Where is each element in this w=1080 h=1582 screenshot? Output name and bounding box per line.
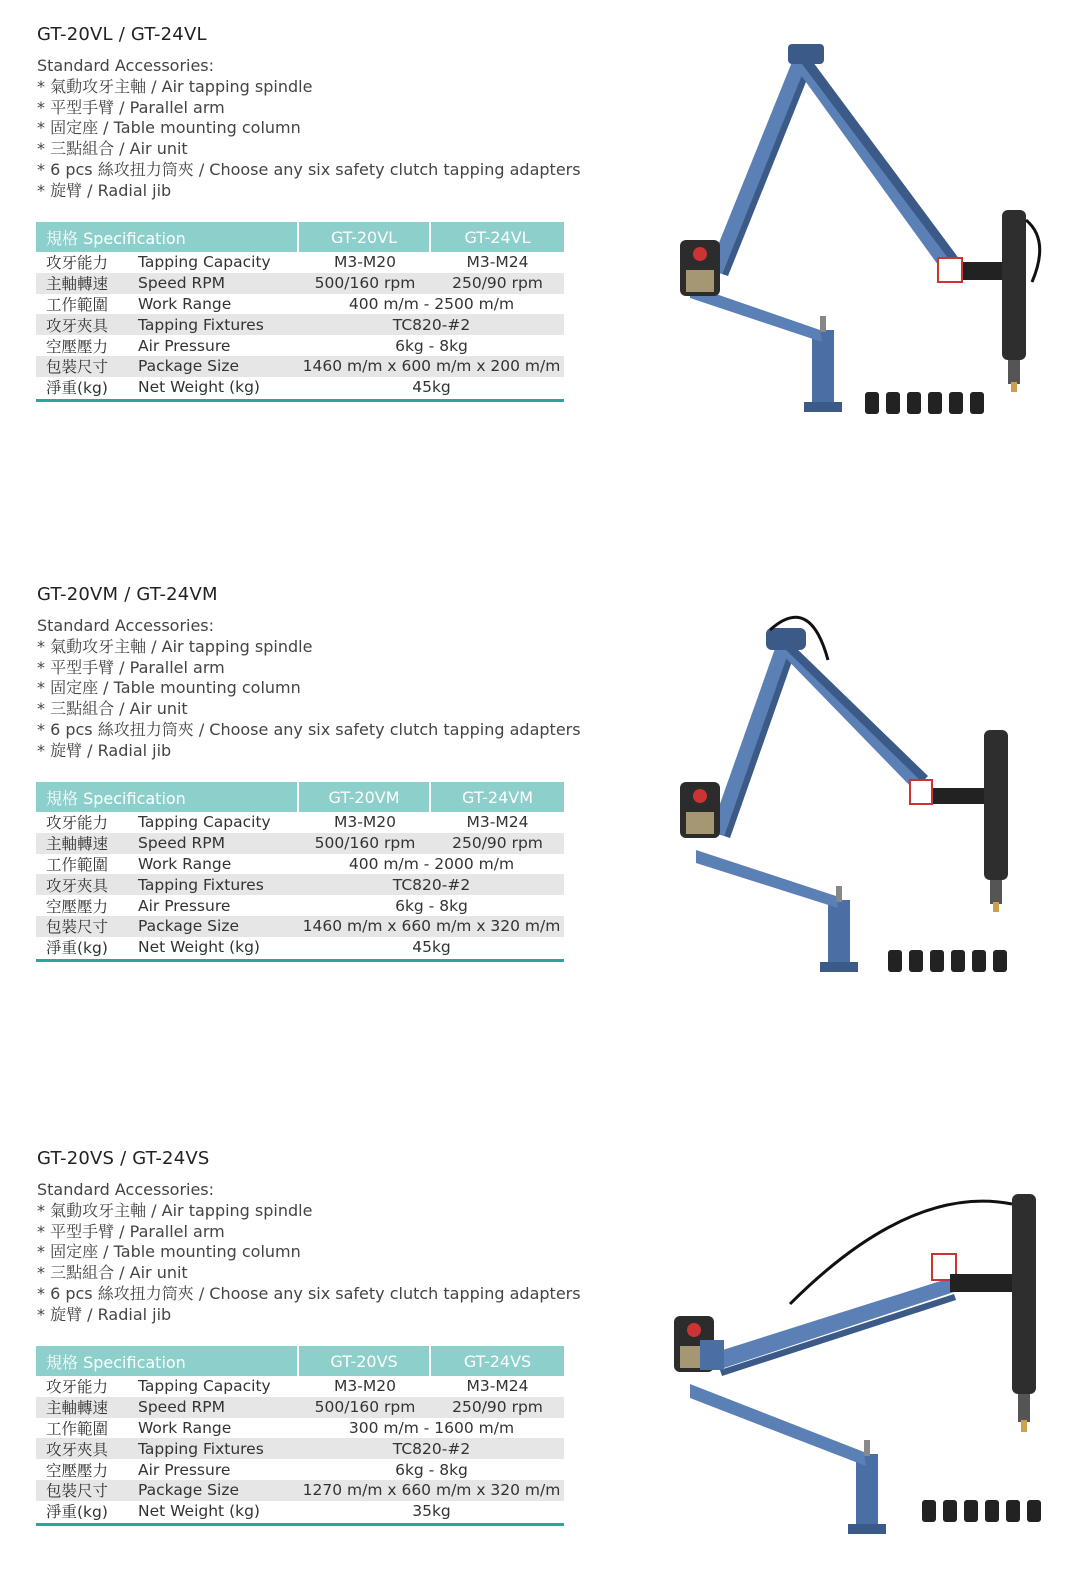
spec-label-zh: 攻牙能力 <box>46 1378 109 1397</box>
product-section-vm <box>0 560 1080 1040</box>
accessories-heading: Standard Accessories: <box>37 56 215 75</box>
air-gauge-shape <box>693 789 707 803</box>
spec-label-zh: 工作範圍 <box>46 296 109 314</box>
spec-row-net-weight <box>36 1501 564 1522</box>
adapters-set <box>922 1500 1041 1522</box>
spec-label-zh: 工作範圍 <box>46 1420 109 1438</box>
spec-row-net-weight <box>36 937 564 958</box>
spindle-holder-shape <box>950 1274 1020 1292</box>
accessories-list <box>37 1180 581 1326</box>
spindle-tip-shape <box>1018 1394 1030 1422</box>
spindle-tip-shape <box>990 880 1002 904</box>
accessories-list <box>37 616 581 762</box>
spindle-shape <box>1012 1194 1036 1394</box>
accessory-item: * 三點組合 / Air unit <box>37 139 188 159</box>
spec-label-en: Speed RPM <box>138 834 226 853</box>
spec-label-zh: 包裝尺寸 <box>46 1482 109 1501</box>
spindle-shape <box>1002 210 1026 360</box>
accessory-item: * 平型手臂 / Parallel arm <box>37 1221 225 1241</box>
accessory-item: * 6 pcs 絲攻扭力筒夾 / Choose any six safety clutch tapping adapters <box>37 719 581 739</box>
spec-label-en: Net Weight (kg) <box>138 378 260 397</box>
spec-value: 400 m/m - 2000 m/m <box>348 854 515 873</box>
spec-label-en: Work Range <box>138 854 232 873</box>
spec-label-en: Package Size <box>138 1481 239 1500</box>
spec-row-package-size <box>36 1480 564 1501</box>
spec-label-zh: 包裝尺寸 <box>46 358 109 377</box>
spec-table-header <box>36 222 564 252</box>
model-title: GT-20VM / GT-24VM <box>37 584 218 605</box>
spec-row-speed <box>36 833 564 854</box>
spec-row-tapping-capacity <box>36 252 564 273</box>
spec-value: 300 m/m - 1600 m/m <box>348 1418 515 1437</box>
column-shape <box>812 330 834 410</box>
tap-shape <box>993 902 999 912</box>
spec-value: TC820-#2 <box>392 315 471 334</box>
spec-header-label: 規格 Specification <box>36 222 299 252</box>
spec-table-bottom-rule <box>36 399 564 402</box>
spec-label-zh: 包裝尺寸 <box>46 918 109 937</box>
spec-value-2: M3-M24 <box>466 1377 529 1396</box>
spec-value: 1460 m/m x 660 m/m x 320 m/m <box>302 917 561 936</box>
accessory-item: * 旋臂 / Radial jib <box>37 740 172 760</box>
spindle-tip-shape <box>1008 360 1020 384</box>
accessory-item: * 旋臂 / Radial jib <box>37 1304 172 1324</box>
column-base-shape <box>804 402 842 412</box>
spec-row-air-pressure <box>36 895 564 916</box>
spec-label-en: Tapping Capacity <box>138 253 271 272</box>
arm-hinge-shape <box>700 1340 724 1370</box>
spec-table-header <box>36 782 564 812</box>
lower-arm-shape <box>690 1384 866 1466</box>
spec-col-model-2: GT-24VM <box>461 787 533 807</box>
adapters-set <box>888 950 1007 972</box>
spec-row-speed <box>36 273 564 294</box>
lever-shape <box>820 316 826 332</box>
spec-row-speed <box>36 1397 564 1418</box>
spec-header-label: 規格 Specification <box>36 1346 299 1376</box>
spec-label-zh: 空壓壓力 <box>46 1461 109 1480</box>
adapters-set <box>865 392 984 414</box>
product-section-vl <box>0 0 1080 480</box>
spec-row-package-size <box>36 916 564 937</box>
spec-label-en: Air Pressure <box>138 896 231 915</box>
spec-row-air-pressure <box>36 335 564 356</box>
spec-value: TC820-#2 <box>392 1439 471 1458</box>
top-hinge-shape <box>766 628 806 650</box>
spec-col-model-1: GT-20VS <box>299 1346 431 1376</box>
spec-value: 35kg <box>412 1502 451 1521</box>
accessory-item: * 氣動攻牙主軸 / Air tapping spindle <box>37 636 313 656</box>
spec-label-en: Speed RPM <box>138 1398 226 1417</box>
spec-label-zh: 淨重(kg) <box>46 1503 108 1522</box>
spec-value: 6kg - 8kg <box>395 336 468 355</box>
spec-table-header <box>36 1346 564 1376</box>
spec-value: 45kg <box>412 938 451 957</box>
column-shape <box>856 1454 878 1532</box>
spec-label-zh: 空壓壓力 <box>46 897 109 916</box>
spec-row-fixtures <box>36 314 564 335</box>
accessory-item: * 氣動攻牙主軸 / Air tapping spindle <box>37 1200 313 1220</box>
left-arm-shadow-shape <box>724 648 796 838</box>
accessory-item: * 旋臂 / Radial jib <box>37 180 172 200</box>
accessory-item: * 固定座 / Table mounting column <box>37 1242 301 1262</box>
spec-row-fixtures <box>36 1438 564 1459</box>
spec-table-bottom-rule <box>36 1523 564 1526</box>
spec-label-en: Tapping Fixtures <box>138 1439 264 1458</box>
spec-row-work-range <box>36 1418 564 1439</box>
spec-row-net-weight <box>36 377 564 398</box>
spec-value-1: 500/160 rpm <box>314 274 416 293</box>
spec-col-model-2: GT-24VL <box>464 227 531 247</box>
lower-arm-shape <box>696 850 838 908</box>
spec-label-en: Tapping Fixtures <box>138 875 264 894</box>
spec-label-zh: 攻牙能力 <box>46 814 109 833</box>
model-title: GT-20VL / GT-24VL <box>37 24 207 45</box>
spec-label-zh: 主軸轉速 <box>46 835 109 854</box>
spec-label-en: Tapping Capacity <box>138 1377 271 1396</box>
air-filter-shape <box>686 270 714 292</box>
column-shape <box>828 900 850 970</box>
spec-label-en: Speed RPM <box>138 274 226 293</box>
air-hose-shape <box>1026 220 1040 282</box>
spec-table <box>36 222 564 402</box>
air-filter-shape <box>686 812 714 834</box>
spec-label-en: Package Size <box>138 357 239 376</box>
spec-label-en: Work Range <box>138 1418 232 1437</box>
column-base-shape <box>848 1524 886 1534</box>
spec-row-package-size <box>36 356 564 377</box>
spec-value-1: M3-M20 <box>334 813 396 832</box>
model-title: GT-20VS / GT-24VS <box>37 1148 210 1169</box>
right-arm-shadow-shape <box>786 644 928 782</box>
tapping-machine-image <box>660 1174 1060 1554</box>
spec-row-tapping-capacity <box>36 812 564 833</box>
accessories-heading: Standard Accessories: <box>37 616 215 635</box>
accessory-item: * 6 pcs 絲攻扭力筒夾 / Choose any six safety clutch tapping adapters <box>37 159 581 179</box>
warning-label-shape <box>938 258 962 282</box>
accessory-item: * 6 pcs 絲攻扭力筒夾 / Choose any six safety clutch tapping adapters <box>37 1283 581 1303</box>
spec-value-2: 250/90 rpm <box>452 274 543 293</box>
column-base-shape <box>820 962 858 972</box>
spec-label-en: Work Range <box>138 294 232 313</box>
spec-value-1: 500/160 rpm <box>314 834 416 853</box>
spec-value: 6kg - 8kg <box>395 1460 468 1479</box>
spindle-shape <box>984 730 1008 880</box>
tapping-machine-image <box>660 30 1060 430</box>
accessories-heading: Standard Accessories: <box>37 1180 215 1199</box>
upper-arm-shadow-shape <box>720 1294 956 1376</box>
spec-label-zh: 攻牙能力 <box>46 254 109 273</box>
tapping-machine-image <box>660 600 1060 990</box>
right-arm-shape <box>774 638 928 792</box>
spec-value: 1460 m/m x 600 m/m x 200 m/m <box>302 357 561 376</box>
spec-value-2: M3-M24 <box>466 253 529 272</box>
spec-label-zh: 淨重(kg) <box>46 939 108 958</box>
right-arm-shadow-shape <box>802 58 960 266</box>
spec-label-zh: 淨重(kg) <box>46 379 108 398</box>
spec-label-zh: 工作範圍 <box>46 856 109 874</box>
spec-row-work-range <box>36 854 564 875</box>
accessory-item: * 固定座 / Table mounting column <box>37 678 301 698</box>
spec-row-tapping-capacity <box>36 1376 564 1397</box>
accessory-item: * 平型手臂 / Parallel arm <box>37 97 225 117</box>
spec-label-en: Tapping Capacity <box>138 813 271 832</box>
spec-value: TC820-#2 <box>392 875 471 894</box>
spec-value-1: M3-M20 <box>334 253 396 272</box>
air-gauge-shape <box>693 247 707 261</box>
spec-value-2: 250/90 rpm <box>452 1398 543 1417</box>
top-hinge-shape <box>788 44 824 64</box>
accessory-item: * 平型手臂 / Parallel arm <box>37 657 225 677</box>
warning-label-shape <box>910 780 932 804</box>
air-gauge-shape <box>687 1323 701 1337</box>
spec-label-zh: 攻牙夾具 <box>46 316 109 335</box>
left-arm-shape <box>710 640 792 836</box>
tap-shape <box>1011 382 1017 392</box>
spec-col-model-1: GT-20VM <box>299 782 431 812</box>
spec-label-zh: 攻牙夾具 <box>46 1440 109 1459</box>
spec-label-zh: 主軸轉速 <box>46 275 109 294</box>
spec-label-zh: 攻牙夾具 <box>46 876 109 895</box>
spec-row-work-range <box>36 294 564 315</box>
spec-table <box>36 1346 564 1526</box>
spec-label-en: Air Pressure <box>138 336 231 355</box>
spec-table <box>36 782 564 962</box>
spec-value: 45kg <box>412 378 451 397</box>
spec-value: 400 m/m - 2500 m/m <box>348 294 515 313</box>
left-arm-shape <box>708 52 810 274</box>
lever-shape <box>836 886 842 902</box>
spec-col-model-2: GT-24VS <box>463 1351 532 1371</box>
left-arm-shadow-shape <box>722 60 814 276</box>
upper-arm-shape <box>710 1278 954 1370</box>
spec-label-en: Tapping Fixtures <box>138 315 264 334</box>
spec-col-model-1: GT-20VL <box>299 222 431 252</box>
lever-shape <box>864 1440 870 1456</box>
accessory-item: * 固定座 / Table mounting column <box>37 118 301 138</box>
spec-label-en: Net Weight (kg) <box>138 1502 260 1521</box>
spec-label-en: Package Size <box>138 917 239 936</box>
accessory-item: * 氣動攻牙主軸 / Air tapping spindle <box>37 76 313 96</box>
product-section-vs <box>0 1124 1080 1582</box>
spec-value: 6kg - 8kg <box>395 896 468 915</box>
spec-value-1: M3-M20 <box>334 1377 396 1396</box>
spec-header-label: 規格 Specification <box>36 782 299 812</box>
spec-table-bottom-rule <box>36 959 564 962</box>
spec-value-1: 500/160 rpm <box>314 1398 416 1417</box>
right-arm-shape <box>790 52 960 276</box>
spec-label-zh: 主軸轉速 <box>46 1399 109 1418</box>
spec-row-air-pressure <box>36 1459 564 1480</box>
spec-value: 1270 m/m x 660 m/m x 320 m/m <box>302 1481 561 1500</box>
spec-label-zh: 空壓壓力 <box>46 337 109 356</box>
spec-value-2: 250/90 rpm <box>452 834 543 853</box>
accessory-item: * 三點組合 / Air unit <box>37 699 188 719</box>
spec-value-2: M3-M24 <box>466 813 529 832</box>
spec-label-en: Net Weight (kg) <box>138 938 260 957</box>
spec-row-fixtures <box>36 874 564 895</box>
accessory-item: * 三點組合 / Air unit <box>37 1263 188 1283</box>
spec-label-en: Air Pressure <box>138 1460 231 1479</box>
tap-shape <box>1021 1420 1027 1432</box>
accessories-list <box>37 56 581 202</box>
